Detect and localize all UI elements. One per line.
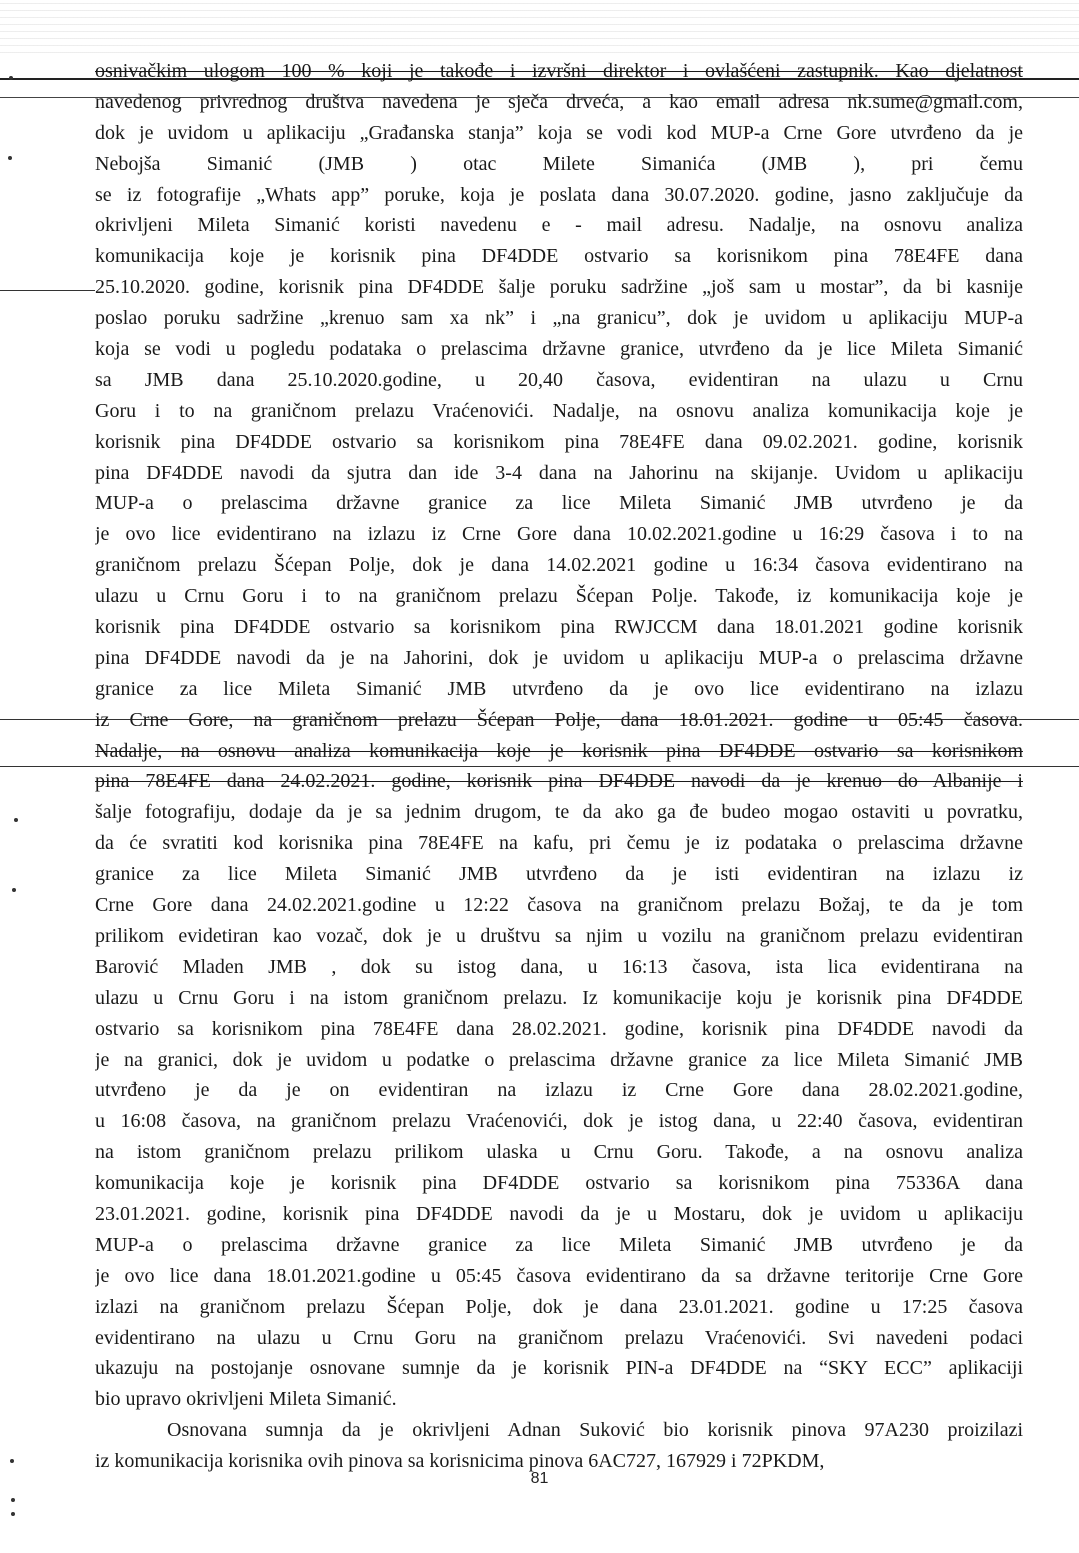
scan-speck: [14, 818, 18, 822]
scan-speck: [11, 1512, 15, 1516]
text-line: iz Crne Gore, na graničnom prelazu Šćepan Polje, dana 18.01.2021. godine u 05:45 časova.: [95, 708, 1023, 731]
text-line: ukazuju na postojanje osnovane sumnje da je korisnik PIN-a DF4DDE na “SKY ECC” aplikaciji: [95, 1357, 1023, 1380]
scan-speck: [12, 888, 16, 892]
text-line: 23.01.2021. godine, korisnik pina DF4DDE navodi da je u Mostaru, dok je uvidom u aplikaciju: [95, 1202, 1023, 1225]
text-line: Goru i to na graničnom prelazu Vraćenovići. Nadalje, na osnovu analiza komunikacija koje je: [95, 399, 1023, 422]
text-line: dok je uvidom u aplikaciju „Građanska stanja” koja se vodi kod MUP-a Crne Gore utvrđeno da je: [95, 121, 1023, 144]
text-line: okrivljeni Mileta Simanić koristi navedenu e - mail adresu. Nadalje, na osnovu analiza: [95, 214, 1023, 237]
text-line: komunikacija koje je korisnik pina DF4DDE ostvario sa korisnikom pina 75336A dana: [95, 1172, 1023, 1195]
text-line: evidentirano na ulazu u Crnu Goru na graničnom prelazu Vraćenovići. Svi navedeni podaci: [95, 1326, 1023, 1349]
text-line: pina DF4DDE navodi da je na Jahorini, dok je uvidom u aplikaciju MUP-a o prelascima državne: [95, 646, 1023, 669]
text-line: je ovo lice evidentirano na izlazu iz Crne Gore dana 10.02.2021.godine u 16:29 časova i to na: [95, 523, 1023, 546]
text-line: osnivačkim ulogom 100 % koji je takođe i izvršni direktor i ovlašćeni zastupnik. Kao djelatnost: [95, 60, 1023, 82]
text-line: pina 78E4FE dana 24.02.2021. godine, korisnik pina DF4DDE navodi da je krenuo do Albanije i: [95, 770, 1023, 793]
text-line: izlazi na graničnom prelazu Šćepan Polje, dok je dana 23.01.2021. godine u 17:25 časova: [95, 1295, 1023, 1318]
text-line: Nadalje, na osnovu analiza komunikacija koje je korisnik pina DF4DDE ostvario sa korisnikom: [95, 739, 1023, 762]
text-line: Osnovana sumnja da je okrivljeni Adnan Suković bio korisnik pinova 97A230 proizilazi: [167, 1419, 1023, 1442]
text-line: Barović Mladen JMB , dok su istog dana, u 16:13 časova, ista lica evidentirana na: [95, 955, 1023, 978]
text-line: na istom graničnom prelazu prilikom ulaska u Crnu Goru. Takođe, a na osnovu analiza: [95, 1141, 1023, 1164]
text-line: komunikacija koje je korisnik pina DF4DDE ostvario sa korisnikom pina 78E4FE dana: [95, 245, 1023, 268]
text-line: koja se vodi u pogledu podataka o prelascima državne granice, utvrđeno da je lice Mileta Simanić: [95, 338, 1023, 361]
text-line: granice za lice Mileta Simanić JMB utvrđeno da je ovo lice evidentirano na izlazu: [95, 677, 1023, 700]
text-line: pina DF4DDE navodi da sjutra dan ide 3-4 dana na Jahorinu na skijanje. Uvidom u aplikaciju: [95, 461, 1023, 484]
text-line: MUP-a o prelascima državne granice za lice Mileta Simanić JMB utvrđeno je da: [95, 492, 1023, 515]
scan-speck: [8, 156, 12, 160]
text-line: da će svratiti kod korisnika pina 78E4FE na kafu, pri čemu je iz podataka o prelascima državne: [95, 832, 1023, 855]
text-line: je ovo lice dana 18.01.2021.godine u 05:45 časova evidentirano da sa državne teritorije Crne Gore: [95, 1264, 1023, 1287]
text-line: MUP-a o prelascima državne granice za lice Mileta Simanić JMB utvrđeno je da: [95, 1233, 1023, 1256]
page-number: 81: [530, 1470, 549, 1487]
text-line: korisnik pina DF4DDE ostvario sa korisnikom pina RWJCCM dana 18.01.2021 godine korisnik: [95, 616, 1023, 639]
text-line: prilikom evidetiran kao vozač, dok je u društvu sa njim u vozilu na graničnom prelazu evidentiran: [95, 924, 1023, 947]
text-line: 25.10.2020. godine, korisnik pina DF4DDE šalje poruku sadržine „još sam u mostar”, da bi kasnije: [95, 276, 1023, 299]
text-line: graničnom prelazu Šćepan Polje, dok je dana 14.02.2021 godine u 16:34 časova evidentirano na: [95, 554, 1023, 577]
text-line: Crne Gore dana 24.02.2021.godine u 12:22 časova na graničnom prelazu Božaj, te da je tom: [95, 894, 1023, 917]
scan-rule-line: [0, 290, 95, 291]
scan-speck: [10, 1459, 14, 1463]
text-line: utvrđeno je da je on evidentiran na izlazu iz Crne Gore dana 28.02.2021.godine,: [95, 1079, 1023, 1102]
text-line: šalje fotografiju, dodaje da je sa jednim drugom, te da ako ga đe budeo mogao ostaviti u povratku,: [95, 801, 1023, 824]
scan-noise-band: [0, 0, 1079, 58]
text-line: iz komunikacija korisnika ovih pinova sa korisnicima pinova 6AC727, 167929 i 72PKDM,: [95, 1450, 825, 1473]
text-line: ulazu u Crnu Goru i to na graničnom prelazu Šćepan Polje. Takođe, iz komunikacija koje je: [95, 585, 1023, 608]
scan-speck: [11, 1498, 15, 1502]
text-line: ostvario sa korisnikom pina 78E4FE dana 28.02.2021. godine, korisnik pina DF4DDE navodi da: [95, 1017, 1023, 1040]
text-line: u 16:08 časova, na graničnom prelazu Vraćenovići, dok je istog dana, u 22:40 časova, evidentiran: [95, 1110, 1023, 1133]
text-line: se iz fotografije „Whats app” poruke, koja je poslata dana 30.07.2020. godine, jasno zaključuje da: [95, 183, 1023, 206]
text-line: bio upravo okrivljeni Mileta Simanić.: [95, 1388, 397, 1411]
text-line: granice za lice Mileta Simanić JMB utvrđeno da je isti evidentiran na izlazu iz: [95, 863, 1023, 886]
text-line: Nebojša Simanić (JMB ) otac Milete Simanića (JMB ), pri čemu: [95, 152, 1023, 175]
text-line: navedenog privrednog društva navedena je sječa drveća, a kao email adresa nk.sume@gmail.com,: [95, 90, 1023, 113]
text-line: ulazu u Crnu Goru i na istom graničnom prelazu. Iz komunikacije koju je korisnik pina DF4DDE: [95, 986, 1023, 1009]
text-line: je na granici, dok je uvidom u podatke o prelascima državne granice za lice Mileta Simanić JMB: [95, 1048, 1023, 1071]
text-line: poslao poruku sadržine „krenuo sam xa nk” i „na granicu”, dok je uvidom u aplikaciju MUP-a: [95, 307, 1023, 330]
text-line: sa JMB dana 25.10.2020.godine, u 20,40 časova, evidentiran na ulazu u Crnu: [95, 368, 1023, 391]
text-line: korisnik pina DF4DDE ostvario sa korisnikom pina 78E4FE dana 09.02.2021. godine, korisnik: [95, 430, 1023, 453]
scan-speck: [9, 76, 13, 80]
body-text: [95, 56, 1023, 1477]
